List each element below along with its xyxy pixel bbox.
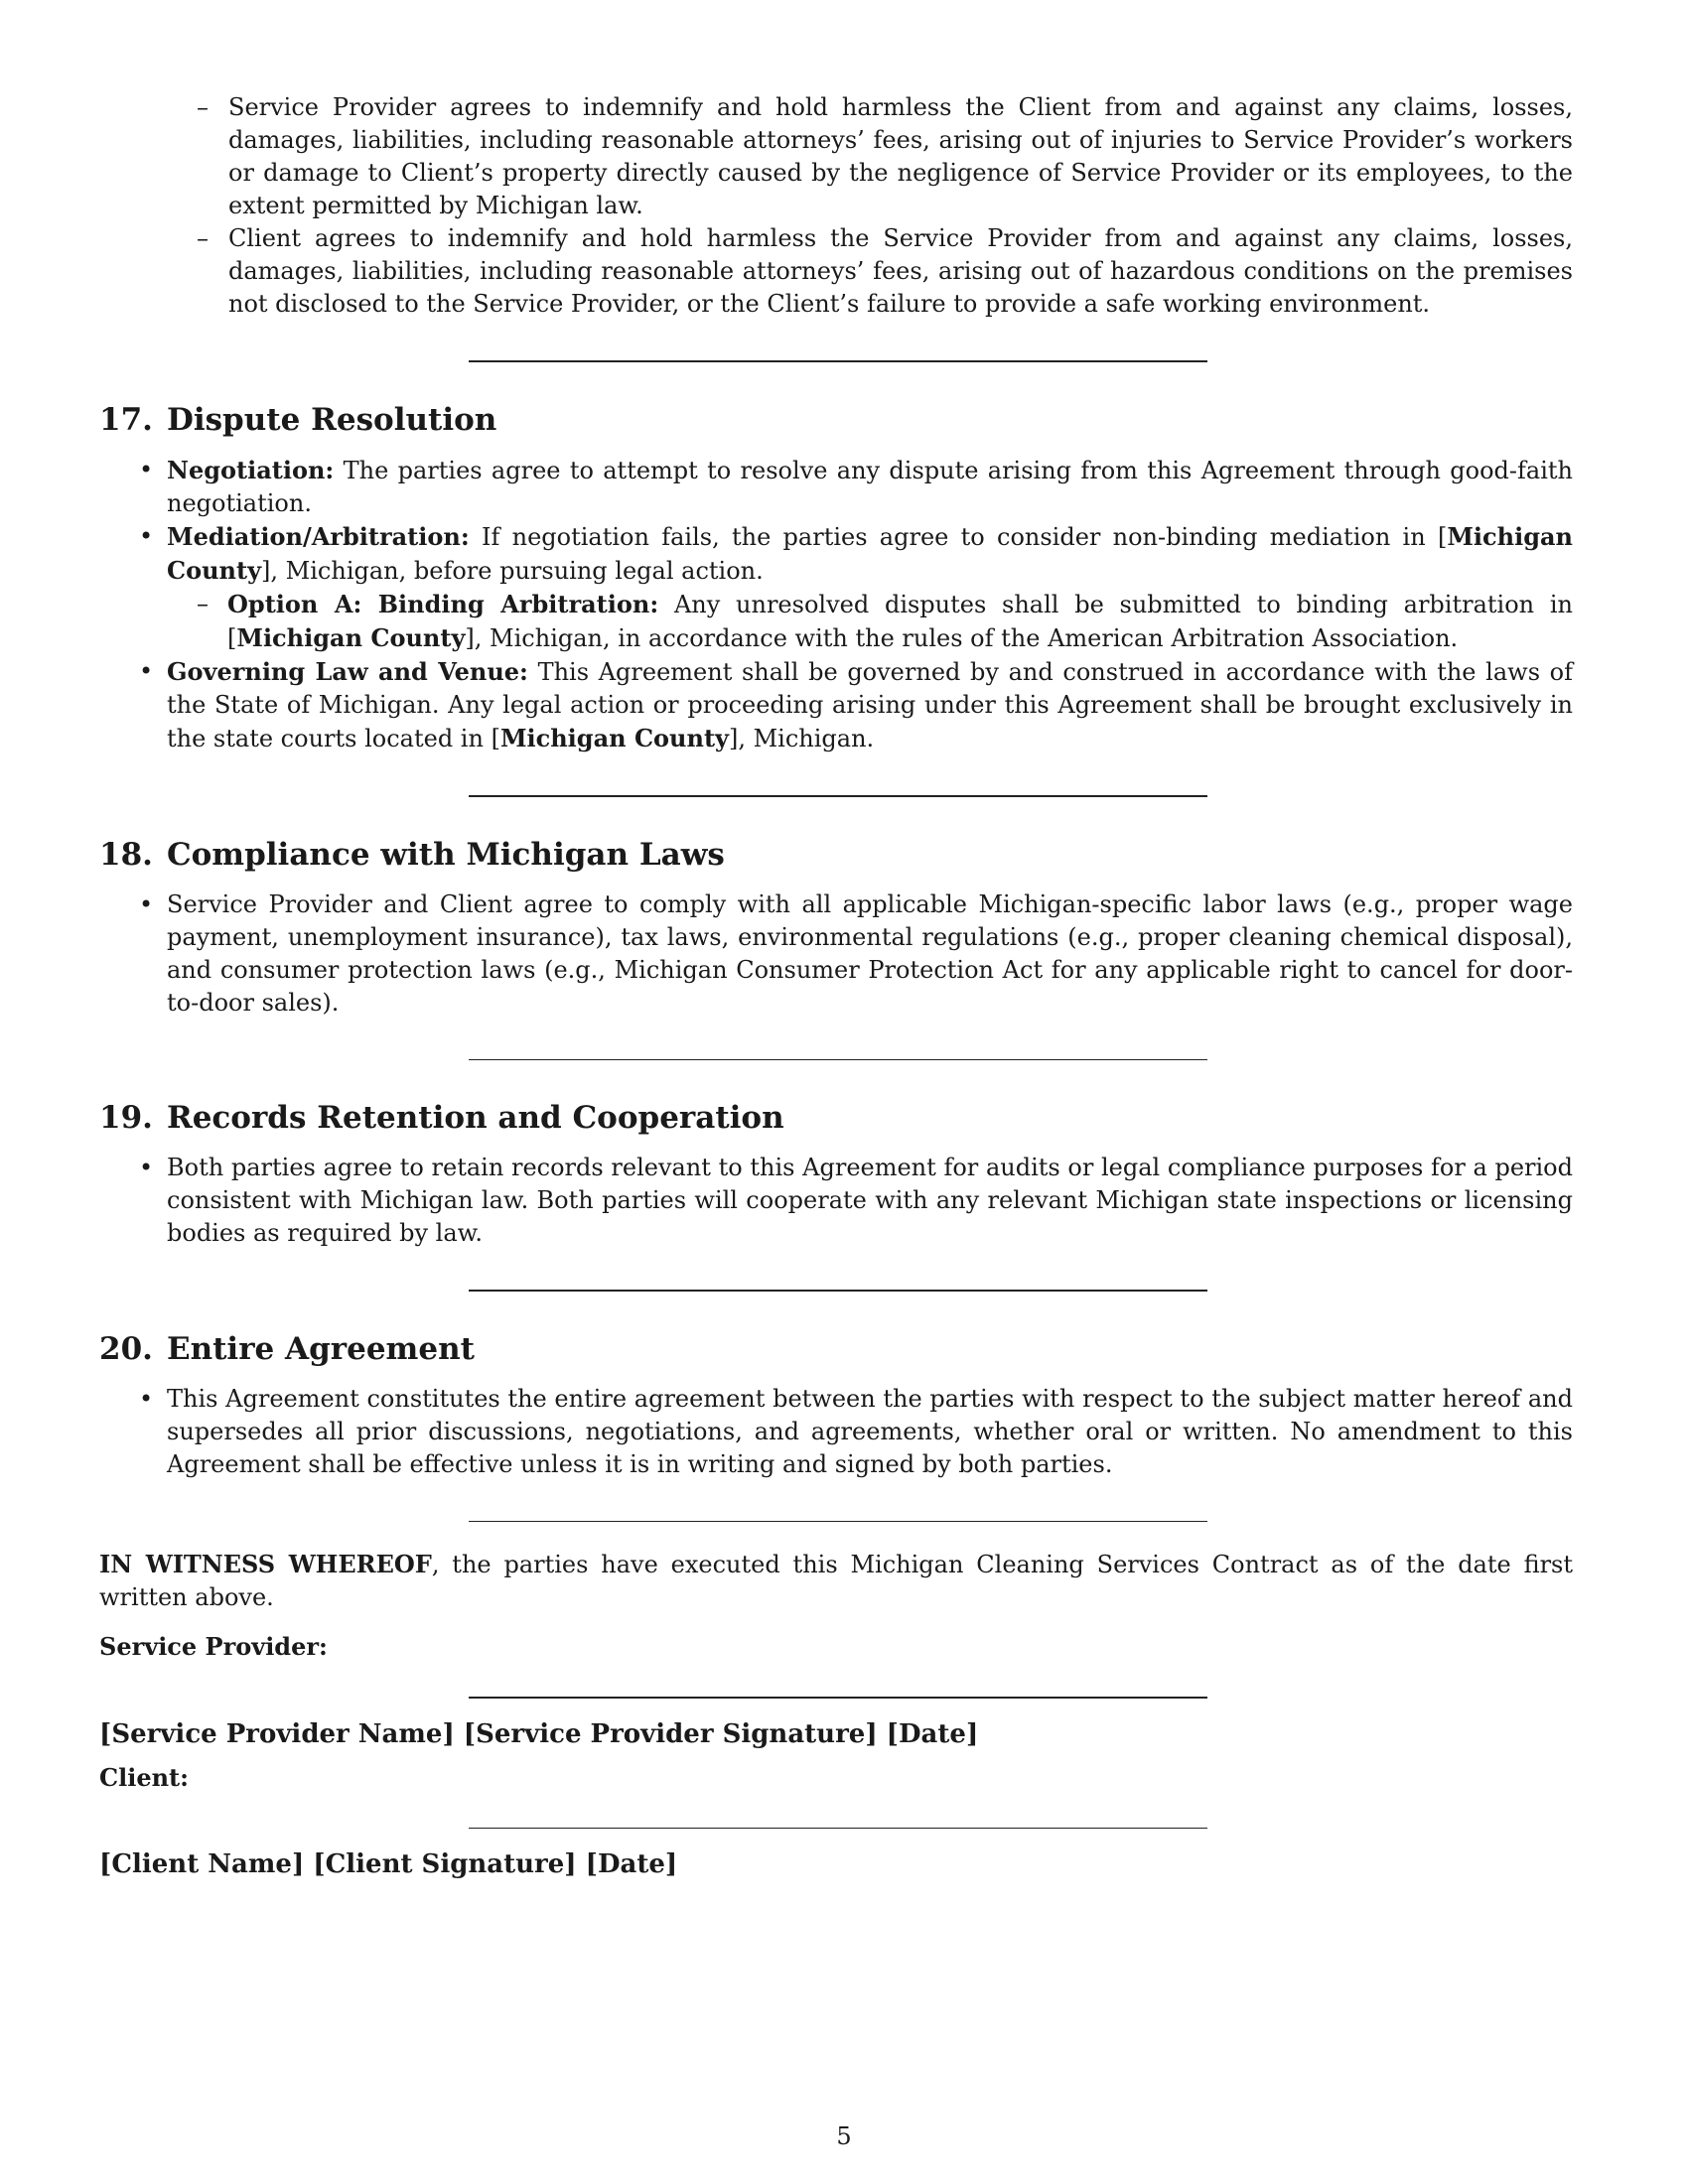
section-17-heading xyxy=(99,400,1573,440)
mediation-item xyxy=(99,520,1573,655)
provider-label: Service Provider: xyxy=(99,1632,328,1661)
compliance-item xyxy=(99,888,1573,1020)
indemnity-provider-text: Service Provider agrees to indemnify and hold harmless the Client from and against any claims, losses, damages, liabilities, including reasonable attorneys’ fees, arising out of injuries to Service Provider’s workers or damage to Client’s property directly caused by the negligence of Service Provider or its employees, to the extent permitted by Michigan law. xyxy=(228,93,1573,219)
provider-signature-fields: [Service Provider Name] [Service Provider Signature] [Date] xyxy=(99,1719,979,1749)
entire-agreement-item xyxy=(99,1383,1573,1481)
venue-text-end: ], Michigan. xyxy=(728,725,875,752)
section-18-heading xyxy=(99,835,1573,875)
negotiation-text: The parties agree to attempt to resolve any dispute arising from this Agreement through good-faith negotiation. xyxy=(167,457,1573,517)
records-item xyxy=(99,1152,1573,1250)
mediation-text: If negotiation fails, the parties agree to consider non-binding mediation in [ xyxy=(481,523,1448,551)
option-a-item xyxy=(167,588,1573,655)
page-number: 5 xyxy=(836,2122,852,2150)
county-placeholder: Michigan County xyxy=(167,522,1573,585)
client-signature-line xyxy=(469,1828,1207,1829)
section-divider xyxy=(469,795,1207,797)
section-divider xyxy=(469,1521,1207,1522)
contract-page xyxy=(99,91,1573,1881)
provider-signature-placeholder: Service Provider Signature xyxy=(476,1719,866,1749)
section-20-heading xyxy=(99,1329,1573,1369)
section-title: Dispute Resolution xyxy=(166,402,497,438)
section-number: 20. xyxy=(99,1331,153,1367)
indemnity-client-clause xyxy=(99,222,1573,321)
option-a-text: Any unresolved disputes shall be submitted to binding arbitration in [ xyxy=(227,591,1573,652)
section-number: 17. xyxy=(99,402,153,438)
venue-label: Governing Law and Venue: xyxy=(167,657,528,686)
provider-signature-line xyxy=(469,1697,1207,1699)
negotiation-label: Negotiation: xyxy=(167,456,335,484)
indemnity-provider-clause xyxy=(99,91,1573,222)
section-19-heading xyxy=(99,1098,1573,1138)
venue-item xyxy=(99,655,1573,755)
entire-agreement-text: This Agreement constitutes the entire agreement between the parties with respect to the subject matter hereof and supersedes all prior discussions, negotiations, and agreements, whether oral or written. No amendment to this Agreement shall be effective unless it is in writing and signed by both parties. xyxy=(167,1385,1573,1478)
option-a-text-end: ], Michigan, in accordance with the rules of the American Arbitration Association. xyxy=(465,624,1459,652)
indemnity-client-text: Client agrees to indemnify and hold harmless the Service Provider from and against any claims, losses, damages, liabilities, including reasonable attorneys’ fees, arising out of hazardous conditions on the premises not disclosed to the Service Provider, or the Client’s failure to provide a safe working environment. xyxy=(228,224,1573,318)
mediation-label: Mediation/Arbitration: xyxy=(167,522,470,551)
county-placeholder: Michigan County xyxy=(499,724,729,752)
section-title: Entire Agreement xyxy=(166,1331,475,1367)
witness-paragraph xyxy=(99,1548,1573,1614)
section-divider xyxy=(469,360,1207,362)
section-title: Records Retention and Cooperation xyxy=(166,1100,784,1136)
county-placeholder: Michigan County xyxy=(236,623,466,652)
section-title: Compliance with Michigan Laws xyxy=(166,837,725,873)
client-name-placeholder: Client Name xyxy=(111,1849,292,1879)
witness-lead: IN WITNESS WHEREOF xyxy=(99,1550,432,1578)
client-signature-placeholder: Client Signature xyxy=(325,1849,565,1879)
provider-date-placeholder: Date xyxy=(898,1719,966,1749)
client-label: Client: xyxy=(99,1763,189,1792)
records-text: Both parties agree to retain records relevant to this Agreement for audits or legal compliance purposes for a period consistent with Michigan law. Both parties will cooperate with any relevant Michigan state inspections or licensing bodies as required by law. xyxy=(167,1154,1573,1247)
negotiation-item xyxy=(99,454,1573,520)
mediation-text-end: ], Michigan, before pursuing legal action. xyxy=(261,557,764,585)
section-number: 19. xyxy=(99,1100,153,1136)
section-divider xyxy=(469,1059,1207,1060)
section-divider xyxy=(469,1290,1207,1292)
provider-name-placeholder: Service Provider Name xyxy=(111,1719,443,1749)
client-signature-fields: [Client Name] [Client Signature] [Date] xyxy=(99,1849,678,1879)
client-date-placeholder: Date xyxy=(597,1849,665,1879)
witness-text: , the parties have executed this Michigan Cleaning Services Contract as of the date first written above. xyxy=(99,1551,1574,1611)
compliance-text: Service Provider and Client agree to comply with all applicable Michigan-specific labor laws (e.g., proper wage payment, unemployment insurance), tax laws, environmental regulations (e.g., proper cleaning chemical disposal), and consumer protection laws (e.g., Michigan Consumer Protection Act for any applicable right to cancel for door-to-door sales). xyxy=(167,890,1573,1017)
section-number: 18. xyxy=(99,837,153,873)
venue-text: This Agreement shall be governed by and construed in accordance with the laws of the State of Michigan. Any legal action or proceeding arising under this Agreement shall be brought exclusively in the state courts located in [ xyxy=(167,658,1573,752)
option-a-label: Option A: Binding Arbitration: xyxy=(227,590,659,618)
